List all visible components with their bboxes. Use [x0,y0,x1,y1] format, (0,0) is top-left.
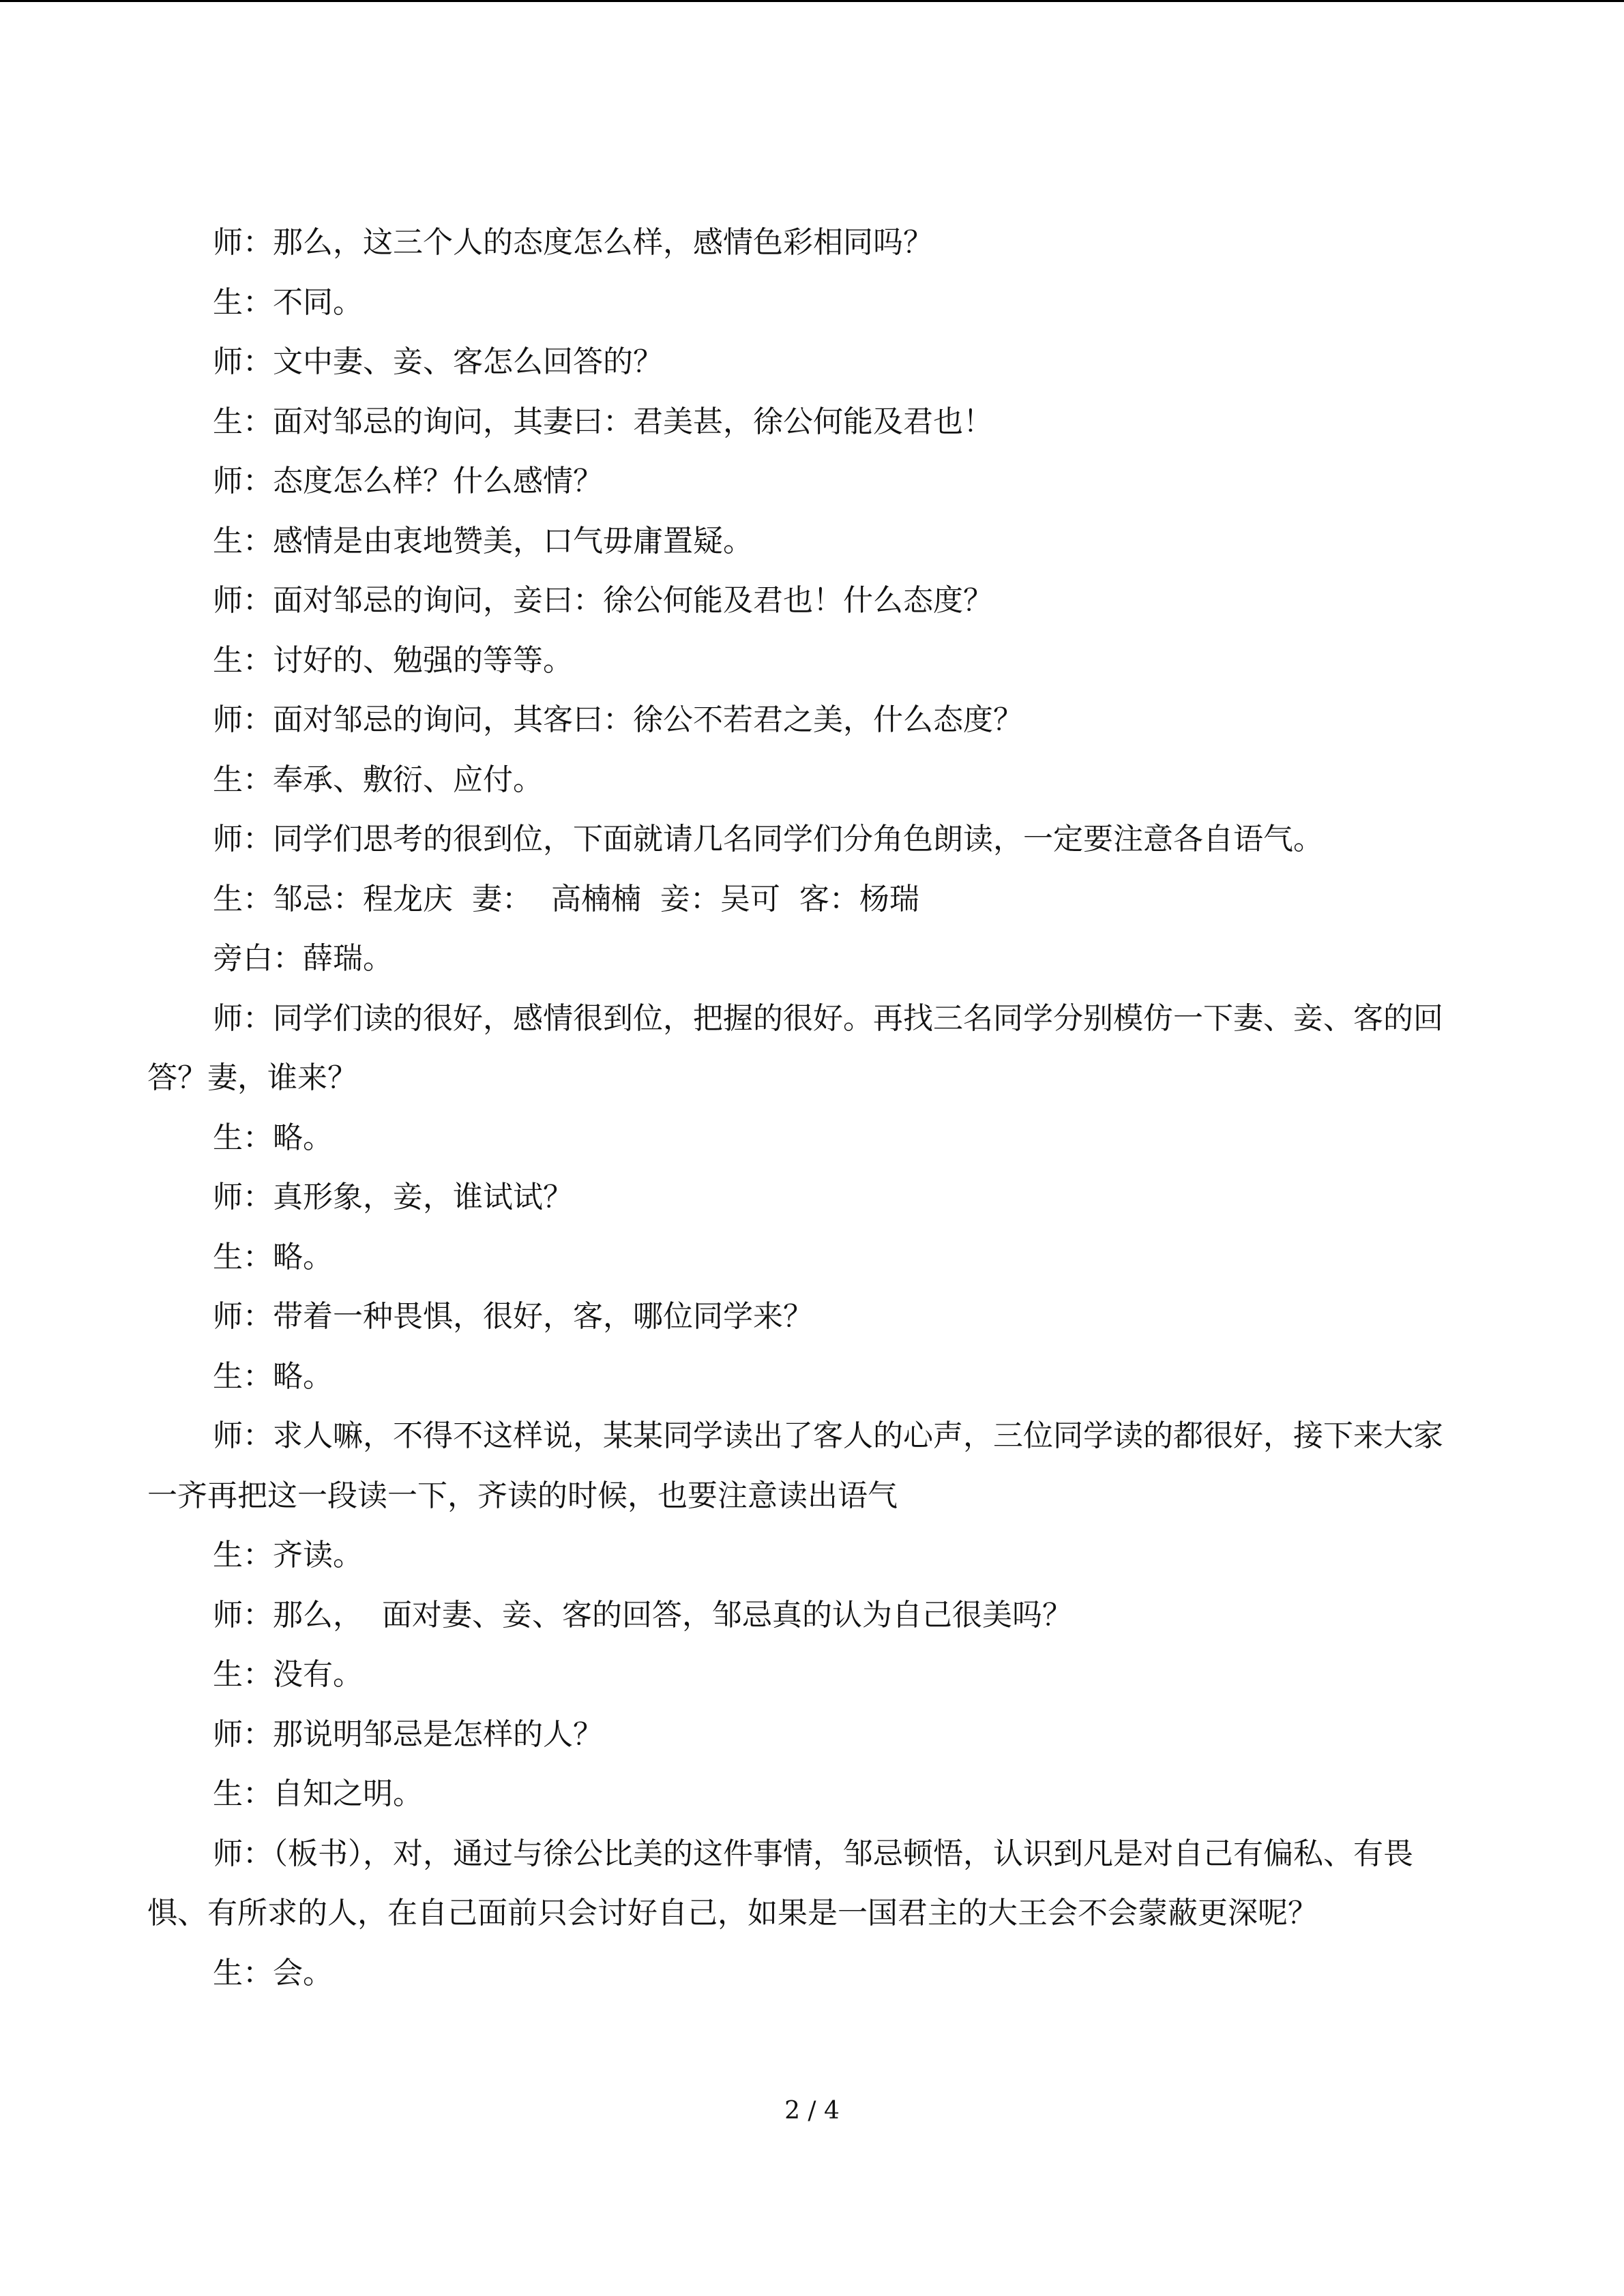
dialogue-line: 师：求人嘛，不得不这样说，某某同学读出了客人的心声，三位同学读的都很好，接下来大家一齐再把这一段读一下，齐读的时候，也要注意读出语气 [147,1418,1443,1513]
dialogue-line: 生：略。 [213,1239,333,1274]
dialogue-line: 师：带着一种畏惧，很好，客，哪位同学来？ [213,1299,813,1334]
dialogue-line: 生：奉承、敷衍、应付。 [213,762,543,797]
dialogue-line: 生：面对邹忌的询问，其妻曰：君美甚，徐公何能及君也！ [213,404,993,439]
dialogue-line: 生：不同。 [213,284,363,320]
dialogue-line: 师：同学们思考的很到位，下面就请几名同学们分角色朗读，一定要注意各自语气。 [213,822,1323,856]
dialogue-line: 师：那么， 面对妻、妾、客的回答，邹忌真的认为自己很美吗？ [213,1597,1072,1632]
dialogue-line: 生：自知之明。 [213,1776,423,1811]
dialogue-line: 师：真形象，妾，谁试试？ [213,1180,573,1214]
dialogue-line: 师：面对邹忌的询问，妾曰：徐公何能及君也！什么态度？ [213,583,993,618]
page-top-border [0,0,1624,2]
dialogue-line: 师：面对邹忌的询问，其客曰：徐公不若君之美，什么态度？ [213,702,1023,737]
dialogue-line: 生：略。 [213,1120,333,1155]
dialogue-line: 师：同学们读的很好，感情很到位，把握的很好。再找三名同学分别模仿一下妻、妾、客的回答？妻，谁来？ [147,1000,1443,1095]
dialogue-line: 师：那说明邹忌是怎样的人？ [213,1716,603,1752]
document-body [147,213,1466,2003]
dialogue-line: 师：文中妻、妾、客怎么回答的？ [213,344,663,379]
dialogue-line: 旁白：薛瑞。 [213,941,393,976]
dialogue-line: 生：没有。 [213,1657,363,1692]
dialogue-line: 生：略。 [213,1358,333,1394]
dialogue-line: 师：那么，这三个人的态度怎么样，感情色彩相同吗？ [213,225,933,260]
role-assignment-line: 生：邹忌：程龙庆 妻： 高楠楠 妾：吴可 客：杨瑞 [213,881,919,916]
dialogue-line: 生：感情是由衷地赞美，口气毋庸置疑。 [213,523,753,558]
dialogue-line: 师：（板书），对，通过与徐公比美的这件事情，邹忌顿悟，认识到凡是对自己有偏私、有畏惧、有所求的人，在自己面前只会讨好自己，如果是一国君主的大王会不会蒙蔽更深呢？ [147,1836,1413,1930]
page-number: 2 / 4 [784,2097,840,2125]
dialogue-line: 师：态度怎么样？什么感情？ [213,464,603,498]
dialogue-line: 生：讨好的、勉强的等等。 [213,642,573,678]
dialogue-line: 生：会。 [213,1955,333,1991]
dialogue-line: 生：齐读。 [213,1538,363,1572]
